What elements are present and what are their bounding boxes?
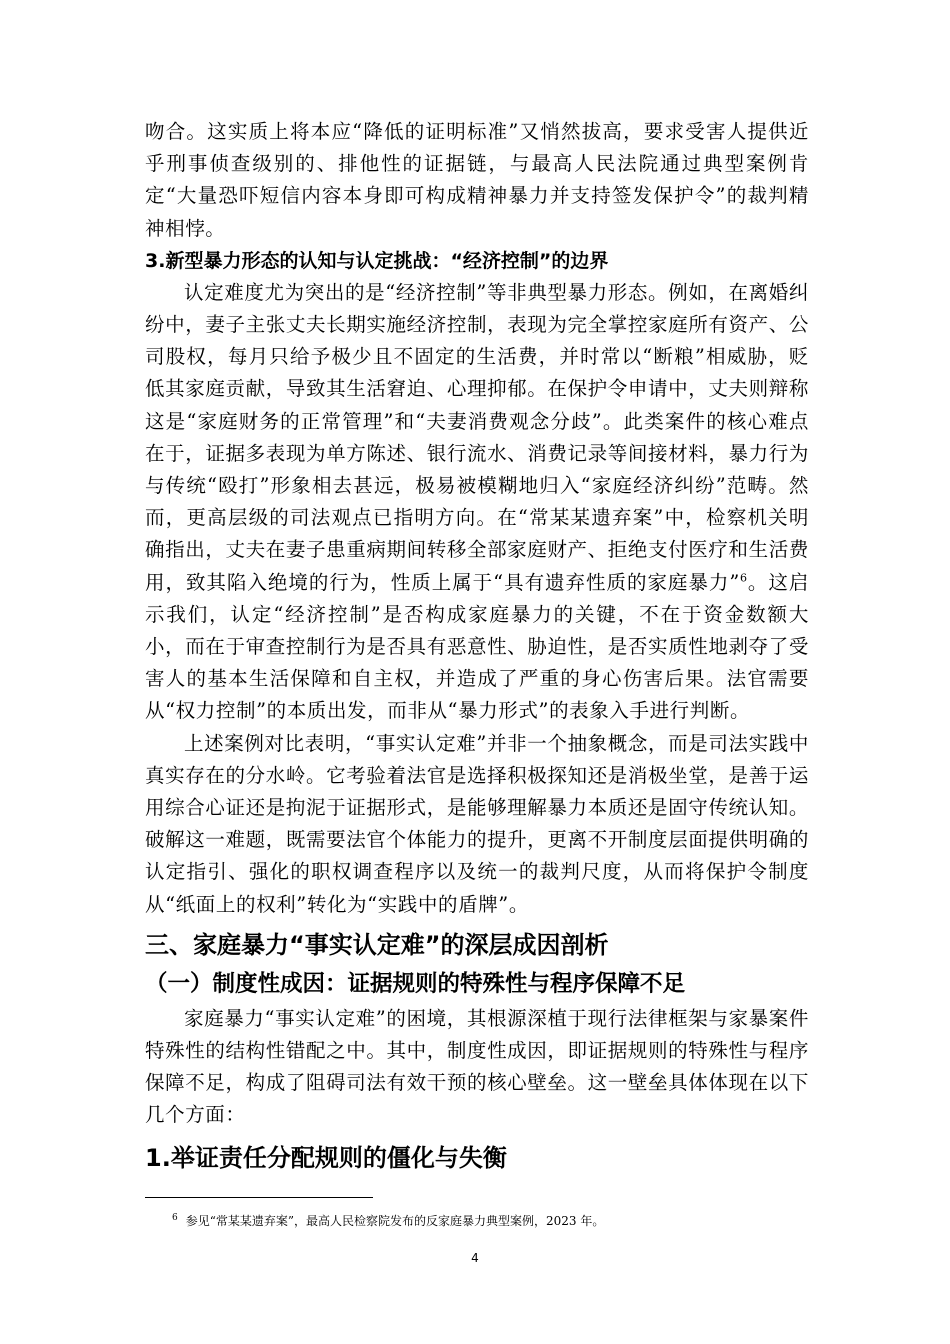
paragraph-economic-control-text: 认定难度尤为突出的是“经济控制”等非典型暴力形态。例如，在离婚纠纷中，妻子主张丈夫长期实施经济控制，表现为完全掌控家庭所有资产、公司股权，每月只给予极少且不固定的生活费，并时常以“断粮”相威胁，贬低其家庭贡献，导致其生活窘迫、心理抑郁。在保护令申请中，丈夫则辩称这是“家庭财务的正常管理”和“夫妻消费观念分歧”。此类案件的核心难点在于，证据多表现为单方陈述、银行流水、消费记录等间接材料，暴力行为与传统“殴打”形象相去甚远，极易被模糊地归入“家庭经济纠纷”范畴。然而，更高层级的司法观点已指明方向。在“常某某遗弃案”中，检察机关明确指出，丈夫在妻子患重病期间转移全部家庭财产、拒绝支付医疗和生活费用，致其陷入绝境的行为，性质上属于“具有遗弃性质的家庭暴力”: [145, 280, 809, 594]
paragraph-economic-control-text-cont: 。这启示我们，认定“经济控制”是否构成家庭暴力的关键，不在于资金数额大小，而在于审查控制行为是否具有恶意性、胁迫性，是否实质性地剥夺了受害人的基本生活保障和自主权，并造成了严重的身心伤害后果。法官需要从“权力控制”的本质出发，而非从“暴力形式”的表象入手进行判断。: [145, 570, 809, 723]
footnote-divider: [145, 1197, 373, 1198]
paragraph-institutional-causes: 家庭暴力“事实认定难”的困境，其根源深植于现行法律框架与家暴案件特殊性的结构性错配之中。其中，制度性成因，即证据规则的特殊性与程序保障不足，构成了阻碍司法有效干预的核心壁垒。这一壁垒具体体现在以下几个方面：: [145, 1006, 809, 1127]
page-number: 4: [471, 1251, 479, 1265]
paragraph-economic-control: [145, 277, 809, 728]
paragraph-case-comparison: 上述案例对比表明，“事实认定难”并非一个抽象概念，而是司法实践中真实存在的分水岭。它考验着法官是选择积极探知还是消极坐堂，是善于运用综合心证还是拘泥于证据形式，是能够理解暴力本质还是固守传统认知。破解这一难题，既需要法官个体能力的提升，更离不开制度层面提供明确的认定指引、强化的职权调查程序以及统一的裁判尺度，从而将保护令制度从“纸面上的权利”转化为“实践中的盾牌”。: [145, 731, 809, 916]
footnote: [172, 1209, 792, 1230]
subchapter-heading: （一）制度性成因：证据规则的特殊性与程序保障不足: [145, 970, 686, 997]
page-body: [145, 116, 809, 1178]
paragraph-continuation: 吻合。这实质上将本应“降低的证明标准”又悄然拔高，要求受害人提供近乎刑事侦查级别的、排他性的证据链，与最高人民法院通过典型案例肯定“大量恐吓短信内容本身即可构成精神暴力并支持签发保护令”的裁判精神相悖。: [145, 120, 809, 240]
footnote-reference[interactable]: 6: [739, 571, 748, 585]
footnote-number: 6: [172, 1213, 178, 1223]
footnote-text: 参见“常某某遗弃案”，最高人民检察院发布的反家庭暴力典型案例，2023 年。: [185, 1214, 605, 1228]
section-heading-economic-control: 3.新型暴力形态的认知与认定挑战：“经济控制”的边界: [145, 249, 609, 272]
chapter-heading: 三、家庭暴力“事实认定难”的深层成因剖析: [145, 930, 609, 959]
section-heading-burden-of-proof: 1.举证责任分配规则的僵化与失衡: [145, 1143, 507, 1172]
